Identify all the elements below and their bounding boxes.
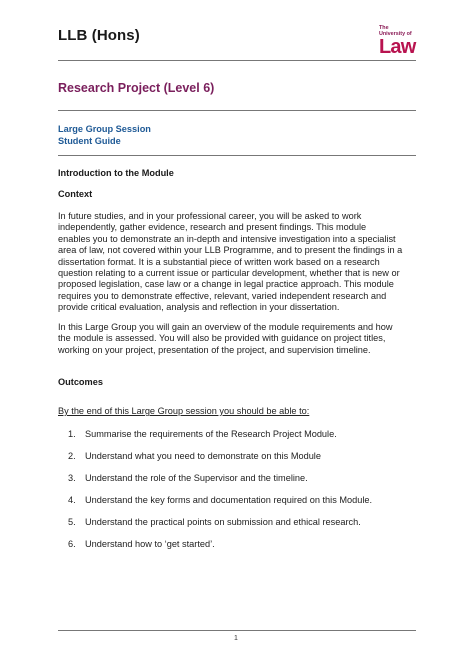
outcome-number: 6. [68,539,76,549]
outcomes-intro: By the end of this Large Group session you should be able to: [58,406,310,416]
outcome-number: 2. [68,451,76,461]
logo-word: Law [379,36,416,58]
overview-line: In this Large Group you will gain an overview of the module requirements and how [58,322,393,332]
document-title: Research Project (Level 6) [58,81,215,95]
outcome-text: Understand what you need to demonstrate on this Module [85,451,321,461]
outcome-number: 4. [68,495,76,505]
context-line: enables you to demonstrate an in-depth and intensive investigation into a specialist [58,233,396,244]
outcome-item [68,495,372,505]
session-line-2: Student Guide [58,136,121,146]
outcome-item [68,451,321,461]
context-line: proposed legislation, case law or a change in legal practice approach. This module [58,279,394,290]
outcome-item [68,517,361,527]
logo-line-2: University of [379,31,412,37]
context-line: area of law, not covered within your LLB Programme, and to present the findings in a [58,245,403,256]
outcome-number: 5. [68,517,76,527]
outcome-number: 1. [68,429,76,439]
outcome-text: Summarise the requirements of the Research Project Module. [85,429,337,439]
context-paragraph [58,211,418,314]
footer-divider [58,630,416,631]
context-line: dissertation format. It is a substantial piece of written work based on a research [58,256,380,267]
outcome-item [68,429,337,439]
context-line: question relating to a current issue or particular development, whether that is new or [58,268,400,279]
session-divider [58,155,416,156]
outcomes-heading: Outcomes [58,377,103,387]
outcome-text: Understand the practical points on submission and ethical research. [85,517,361,527]
outcome-text: Understand how to ‘get started’. [85,539,215,549]
context-line: provide critical evaluation, analysis and reflection in your dissertation. [58,302,340,313]
section-heading: Introduction to the Module [58,168,174,178]
overview-line: the module is assessed. You will also be provided with guidance on project titles, [58,333,386,344]
context-line: independently, gather evidence, research and present findings. This module [58,222,367,233]
context-line: In future studies, and in your professional career, you will be asked to work [58,211,362,221]
university-logo [379,24,425,60]
outcome-number: 3. [68,473,76,483]
title-divider [58,110,416,111]
header-divider [58,60,416,61]
overview-line: working on your project, presentation of the project, and supervision timeline. [58,344,371,355]
context-line: requires you to demonstrate effective, relevant, varied independent research and [58,290,387,301]
session-line-1: Large Group Session [58,124,151,134]
header-title: LLB (Hons) [58,27,140,44]
session-info [58,123,151,147]
context-heading: Context [58,189,93,199]
overview-paragraph [58,322,418,356]
outcome-item [68,539,215,549]
outcome-text: Understand the key forms and documentation required on this Module. [85,495,373,505]
logo-line-1: The [379,25,389,31]
outcome-text: Understand the role of the Supervisor and the timeline. [85,473,308,483]
page-number: 1 [234,635,238,642]
outcome-item [68,473,308,483]
